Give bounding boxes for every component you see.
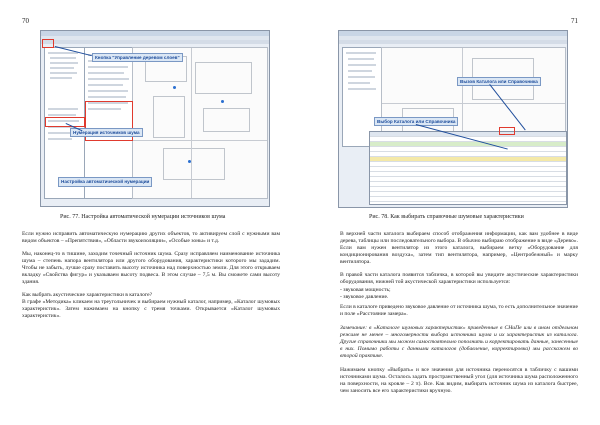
toolbar	[339, 40, 567, 44]
drawing-canvas[interactable]	[132, 47, 268, 199]
note-paragraph: Замечание: в «Каталоге шумовых характеристик» приведенные в СНиПе или в ином отдельном режиме не менее – многомерности выбора источника шума и их характеристик из каталога. Другие справочники мы можем самостоятельно пополнить и корректировать данные, занесенные в них. Помимо работы с данными каталогов (добавление, корректировка) мы расскажем во второй практике.	[340, 325, 578, 359]
page-number: 70	[22, 17, 29, 25]
paragraph: Мы, наконец-то в тишине, заходим точечный источник шума. Сразу исправляем наименование источника шума – степень напора вентилятора или другого оборудования, характеристики которого мы зададим. Чтобы не забыть, лучше сразу поставить высоту источника над поверхностью земли. Для этого открываем вкладку «Свойства фигур» и указываем высоту подвеса. В этом случае – 7,5 м. Вы сможете сами высоту здания.	[22, 251, 280, 285]
figure-caption: Рис. 77. Настройка автоматической нумерации источников шума	[60, 214, 226, 220]
catalog-button-highlight	[499, 127, 515, 135]
layer-tree-button-highlight	[42, 39, 54, 48]
source-numbering-highlight	[45, 117, 85, 127]
paragraph: В правой части каталога появится табличка, в которой вы увидите акустические характеристики оборудования, нижней той акустической характеристики используется:	[340, 272, 578, 285]
figure-caption: Рис. 78. Как выбирать справочные шумовые характеристики	[369, 214, 524, 220]
paragraph: Если в каталоге приведено звуковое давление от источника шума, то есть дополнительное значение и поле «Расстояние замера».	[340, 304, 578, 317]
list-item: - звуковое давление.	[340, 294, 389, 300]
callout-auto-numbering-settings: Настройка автоматической нумерации	[58, 177, 152, 187]
sources-table[interactable]	[369, 131, 567, 205]
list-item: - звуковая мощность;	[340, 287, 391, 293]
callout-source-numbering: Нумерация источников шума	[70, 128, 143, 137]
paragraph: Если нужно исправить автоматическую нумерацию других объектов, то активируем слой с нужными вам видом объектов – «Препятствия», «Области звукоизоляции», «Особые зоны» и т.д.	[22, 231, 280, 244]
paragraph: В верхней части каталога выбираем способ отображения информации, как вам удобнее в виде дерева, таблицы или последовательного выбора. В обычно выбираю отображение в виде «Дерево». Если вам нужен вентилятор из этого каталога, выбираем ветку «Оборудование для кондиционирования воздуха», затем тип вентилятора, например, «Центробежный» и марку вентилятора.	[340, 231, 578, 265]
paragraph: В графе «Методика» кликаем на треугольничек и выбираем нужный каталог, например, «Каталог шумовых характеристик». Затем нажимаем на кнопку с тремя точками. Открывается «Каталог шумовых характеристик».	[22, 299, 280, 319]
callout-call-catalog: Вызов Каталога или Справочника	[457, 77, 541, 86]
paragraph: Нажимаем кнопку «Выбрать» и все значения для источника переносятся в табличку с вашими источниками шума. Осталось задать пространственный угол (для источника шума расположенного на поверхности, на кровле – 2 π). Все. Как видим, выбирать источник шума из каталога быстрее, чем заносить все его характеристики вручную.	[340, 367, 578, 394]
paragraph-heading: Как выбрать акустические характеристики в каталоге?	[22, 292, 153, 298]
toolbar	[41, 40, 269, 44]
callout-choose-catalog: Выбор Каталога или Справочника	[374, 117, 458, 126]
page-number: 71	[571, 17, 578, 25]
callout-layer-tree-button: Кнопка "Управление деревом слоев"	[92, 53, 183, 62]
